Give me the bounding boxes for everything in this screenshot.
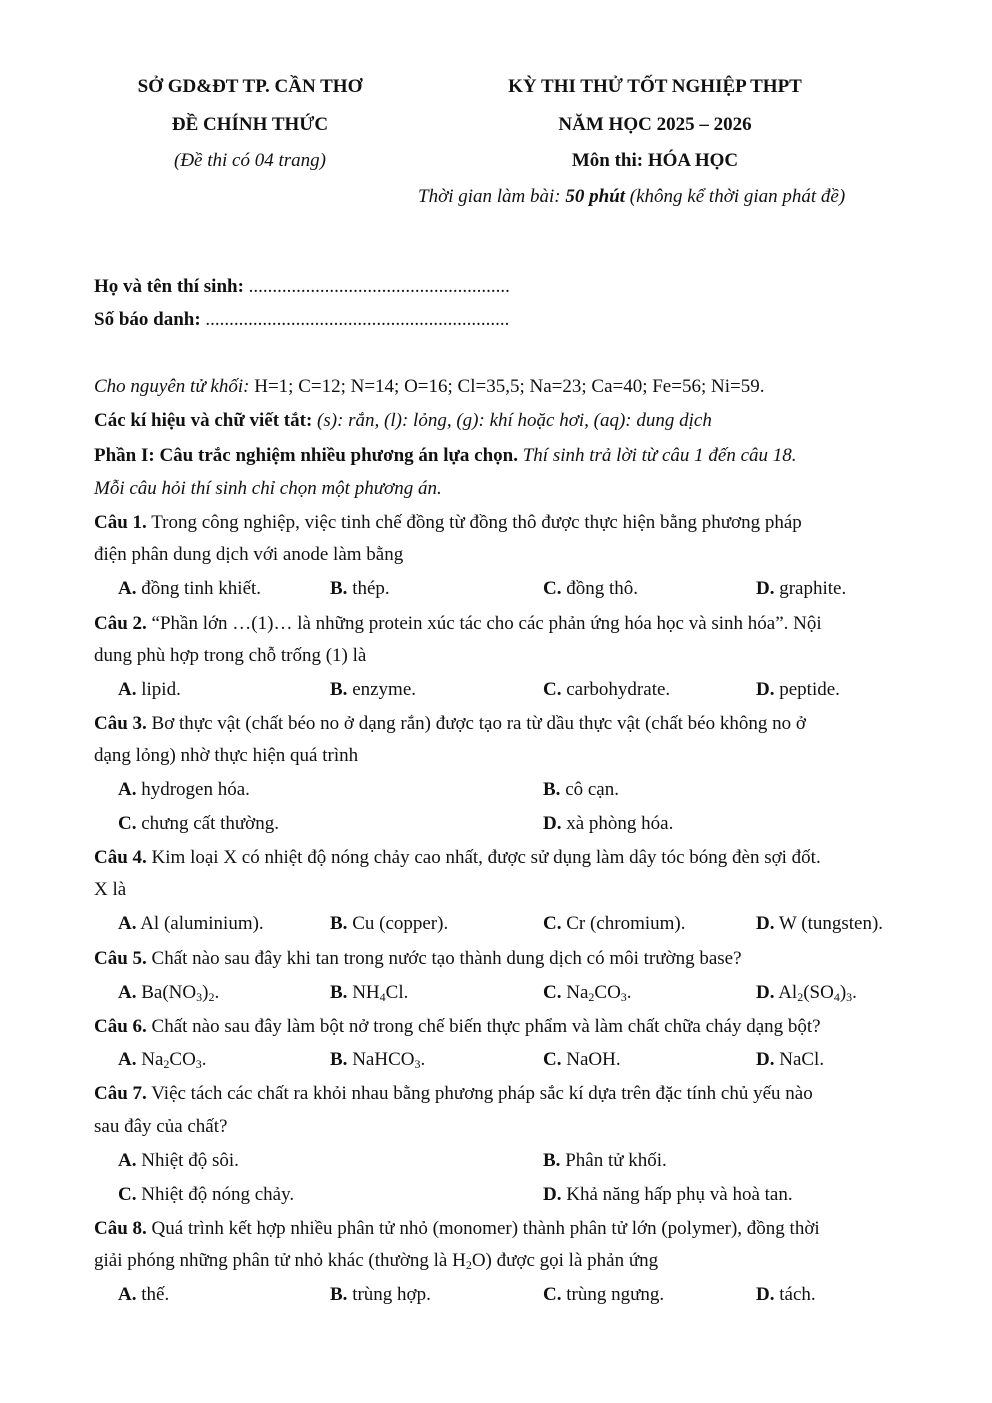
q3-option-a[interactable]: A. hydrogen hóa.: [118, 779, 250, 800]
question-2-text-cont: dung phù hợp trong chỗ trống (1) là: [94, 645, 367, 666]
q3-option-c[interactable]: C. chưng cất thường.: [118, 813, 279, 834]
question-3-text-cont: dạng lỏng) nhờ thực hiện quá trình: [94, 745, 359, 766]
q1-option-b[interactable]: B. thép.: [330, 578, 390, 599]
q2-option-d[interactable]: D. peptide.: [756, 679, 840, 700]
q6-option-b[interactable]: B. NaHCO$_3$.: [330, 1049, 426, 1071]
q7-option-d[interactable]: D. Khả năng hấp phụ và hoà tan.: [543, 1184, 793, 1205]
question-6-text: Câu 6. Chất nào sau đây làm bột nở trong chế biến thực phẩm và làm chất chữa cháy dạng bột?: [94, 1016, 821, 1037]
question-8-text: Câu 8. Quá trình kết hợp nhiều phân tử nhỏ (monomer) thành phân tử lớn (polymer), đồng thời: [94, 1218, 820, 1239]
q8-option-a[interactable]: A. thế.: [118, 1284, 170, 1305]
question-7-text-cont: sau đây của chất?: [94, 1116, 228, 1137]
atomic-masses: Cho nguyên tử khối: H=1; C=12; N=14; O=16; Cl=35,5; Na=23; Ca=40; Fe=56; Ni=59.: [94, 376, 765, 397]
candidate-id-line: Số báo danh: ................................................................: [94, 309, 510, 330]
candidate-name-line: Họ và tên thí sinh: .......................................................: [94, 276, 510, 297]
question-1-text-cont: điện phân dung dịch với anode làm bằng: [94, 544, 404, 565]
q6-option-d[interactable]: D. NaCl.: [756, 1049, 825, 1070]
q8-option-b[interactable]: B. trùng hợp.: [330, 1284, 431, 1305]
part-instruction: Mỗi câu hỏi thí sinh chỉ chọn một phương án.: [94, 478, 442, 499]
school-year: NĂM HỌC 2025 – 2026: [558, 114, 752, 135]
q7-option-c[interactable]: C. Nhiệt độ nóng chảy.: [118, 1184, 295, 1205]
q4-option-b[interactable]: B. Cu (copper).: [330, 913, 449, 934]
q5-option-c[interactable]: C. $Na_2CO_3$.: [543, 982, 632, 1004]
q1-option-d[interactable]: D. graphite.: [756, 578, 847, 599]
q4-option-d[interactable]: D. W (tungsten).: [756, 913, 884, 934]
subject: Môn thi: HÓA HỌC: [571, 150, 739, 171]
q7-option-b[interactable]: B. Phân tử khối.: [543, 1150, 667, 1171]
question-4-text-cont: X là: [94, 879, 127, 900]
q6-option-a[interactable]: A. $Na_2CO_3$.: [118, 1049, 207, 1071]
q8-option-c[interactable]: C. trùng ngưng.: [543, 1284, 665, 1305]
department-name: SỞ GD&ĐT TP. CẦN THƠ: [137, 76, 363, 97]
q4-option-c[interactable]: C. Cr (chromium).: [543, 913, 686, 934]
exam-title: KỲ THI THỬ TỐT NGHIỆP THPT: [508, 76, 802, 97]
q2-option-b[interactable]: B. enzyme.: [330, 679, 417, 700]
question-8-text-cont: giải phóng những phân tử nhỏ khác (thường là $H_2O$) được gọi là phản ứng: [94, 1250, 659, 1272]
question-1-text: Câu 1. Trong công nghiệp, việc tinh chế đồng từ đồng thô được thực hiện bằng phương pháp: [94, 512, 802, 533]
question-2-text: Câu 2. “Phần lớn …(1)… là những protein xúc tác cho các phản ứng hóa học và sinh hóa”. Nội: [94, 613, 822, 634]
q7-option-a[interactable]: A. Nhiệt độ sôi.: [118, 1150, 239, 1171]
q4-option-a[interactable]: A. Al (aluminium).: [118, 913, 264, 934]
question-4-text: Câu 4. Kim loại X có nhiệt độ nóng chảy cao nhất, được sử dụng làm dây tóc bóng đèn sợi đốt.: [94, 847, 821, 868]
question-5-text: Câu 5. Chất nào sau đây khi tan trong nước tạo thành dung dịch có môi trường base?: [94, 948, 742, 969]
q3-option-b[interactable]: B. cô cạn.: [543, 779, 619, 800]
q8-option-d[interactable]: D. tách.: [756, 1284, 816, 1305]
part-heading: Phần I: Câu trắc nghiệm nhiều phương án lựa chọn. Thí sinh trả lời từ câu 1 đến câu 18.: [94, 445, 797, 466]
q6-option-c[interactable]: C. NaOH.: [543, 1049, 621, 1070]
q1-option-a[interactable]: A. đồng tinh khiết.: [118, 578, 262, 599]
time-limit: Thời gian làm bài: 50 phút (không kể thời gian phát đề): [418, 186, 846, 207]
q5-option-a[interactable]: A. $Ba(NO_3)_2$.: [118, 982, 220, 1004]
symbols-legend: Các kí hiệu và chữ viết tắt: (s): rắn, (l): lỏng, (g): khí hoặc hơi, (aq): dung dịch: [94, 410, 712, 431]
q2-option-c[interactable]: C. carbohydrate.: [543, 679, 671, 700]
q2-option-a[interactable]: A. lipid.: [118, 679, 181, 700]
q5-option-d[interactable]: D. $Al_2(SO_4)_3$.: [756, 982, 857, 1004]
question-7-text: Câu 7. Việc tách các chất ra khỏi nhau bằng phương pháp sắc kí dựa trên đặc tính chủ yếu nào: [94, 1083, 813, 1104]
q3-option-d[interactable]: D. xà phòng hóa.: [543, 813, 674, 834]
question-3-text: Câu 3. Bơ thực vật (chất béo no ở dạng rắn) được tạo ra từ dầu thực vật (chất béo không no ở: [94, 713, 806, 734]
q1-option-c[interactable]: C. đồng thô.: [543, 578, 639, 599]
q5-option-b[interactable]: B. $NH_4Cl$.: [330, 982, 409, 1004]
page-count-note: (Đề thi có 04 trang): [174, 150, 326, 171]
official-exam-label: ĐỀ CHÍNH THỨC: [171, 114, 329, 135]
